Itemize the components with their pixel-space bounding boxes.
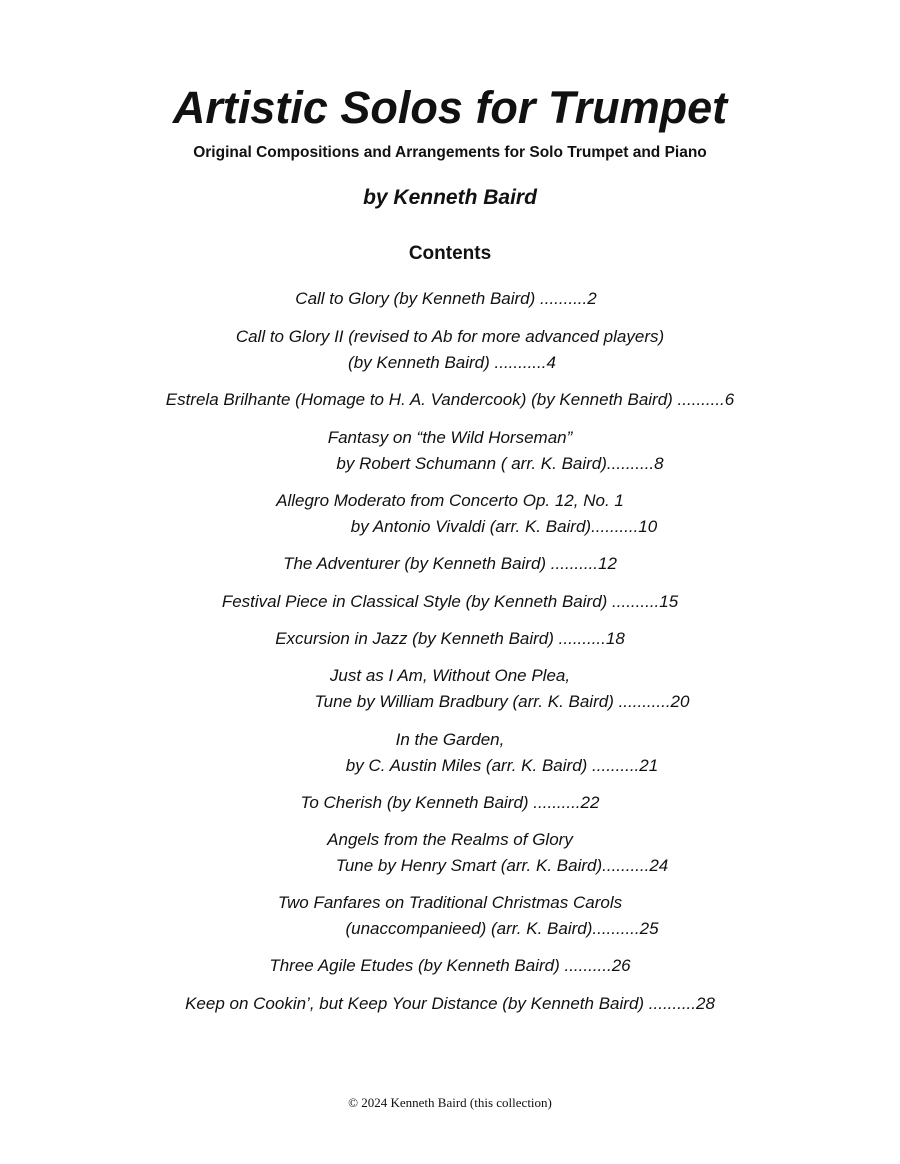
copyright-notice: © 2024 Kenneth Baird (this collection) [348,1095,552,1110]
toc-entry-5-line-1: Allegro Moderato from Concerto Op. 12, No. 1 [276,491,624,510]
toc-entry-6-line-1: The Adventurer (by Kenneth Baird) ..........12 [283,554,617,573]
toc-entry-4-line-1: Fantasy on “the Wild Horseman” [327,428,573,447]
author-line: by Kenneth Baird [363,186,537,209]
toc-entry-13-line-1: Two Fanfares on Traditional Christmas Carols [277,893,623,912]
toc-entry-9-line-1: Just as I Am, Without One Plea, [329,666,571,685]
toc-entry-14-line-1: Three Agile Etudes (by Kenneth Baird) ..........26 [269,956,631,975]
toc-entry-7-line-1: Festival Piece in Classical Style (by Kenneth Baird) ..........15 [221,592,679,611]
toc-entry-11-line-1: To Cherish (by Kenneth Baird) ..........22 [300,793,600,812]
contents-heading: Contents [408,243,492,264]
page-title: Artistic Solos for Trumpet [172,82,728,133]
toc-entry-1-line-1: Call to Glory (by Kenneth Baird) ..........2 [295,289,597,308]
toc-entry-10-line-1: In the Garden, [395,730,505,749]
toc-entry-2-line-1: Call to Glory II (revised to Ab for more advanced players) [235,327,665,346]
toc-entry-12-line-2: Tune by Henry Smart (arr. K. Baird)..........24 [335,856,669,875]
toc-entry-4-line-2: by Robert Schumann ( arr. K. Baird)..........8 [336,454,664,473]
toc-entry-13-line-2: (unaccompanieed) (arr. K. Baird)..........25 [345,919,659,938]
toc-entry-15-line-1: Keep on Cookin’, but Keep Your Distance (by Kenneth Baird) ..........28 [185,994,715,1013]
toc-entry-10-line-2: by C. Austin Miles (arr. K. Baird) ..........21 [345,756,659,775]
page-subtitle: Original Compositions and Arrangements for Solo Trumpet and Piano [193,144,707,161]
toc-entry-3-line-1: Estrela Brilhante (Homage to H. A. Vandercook) (by Kenneth Baird) ..........6 [165,390,735,409]
toc-entry-2-line-2: (by Kenneth Baird) ...........4 [348,353,556,372]
toc-entry-12-line-1: Angels from the Realms of Glory [327,830,573,849]
toc-entry-5-line-2: by Antonio Vivaldi (arr. K. Baird)..........10 [350,517,658,536]
toc-entry-9-line-2: Tune by William Bradbury (arr. K. Baird) ...........20 [314,692,690,711]
toc-entry-8-line-1: Excursion in Jazz (by Kenneth Baird) ..........18 [275,629,625,648]
